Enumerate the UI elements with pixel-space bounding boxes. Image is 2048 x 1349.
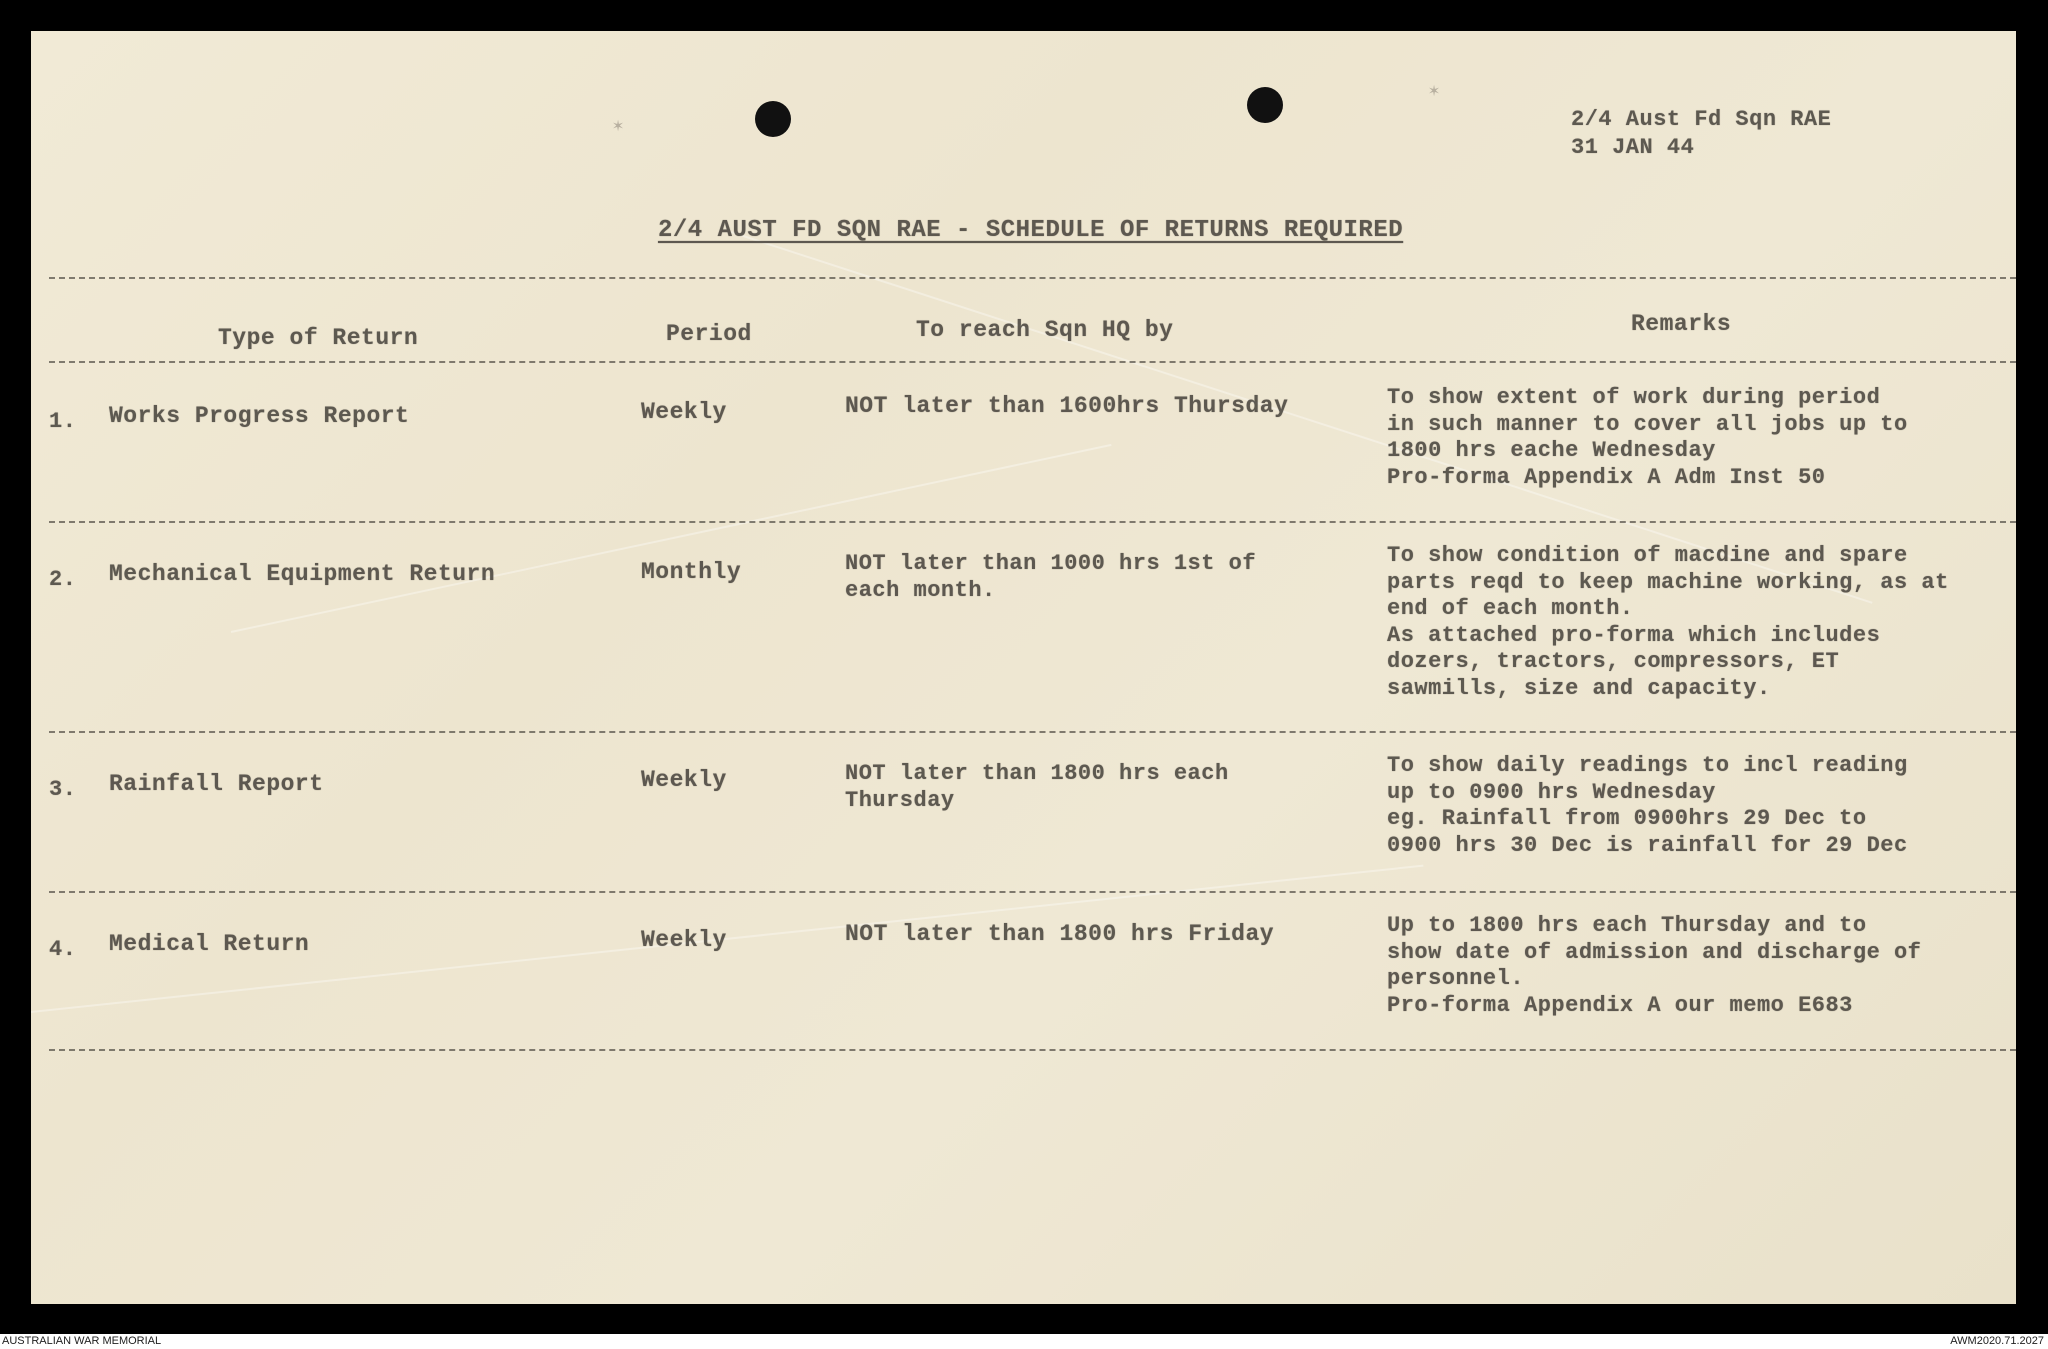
document-title: 2/4 AUST FD SQN RAE - SCHEDULE OF RETURNS REQUIRED: [658, 217, 1404, 244]
return-type: Mechanical Equipment Return: [109, 561, 496, 587]
punch-hole-left: [755, 101, 791, 137]
row-number: 3.: [49, 777, 77, 802]
column-header-reach: To reach Sqn HQ by: [916, 317, 1174, 343]
return-deadline: NOT later than 1800 hrs Friday: [845, 921, 1275, 947]
pin-mark: ✶: [1428, 82, 1440, 102]
column-header-period: Period: [666, 321, 752, 347]
table-rule: [49, 277, 2016, 279]
archive-accession-number: AWM2020.71.2027: [1950, 1335, 2044, 1347]
paper-crease: [231, 444, 1112, 633]
pin-mark: ✶: [612, 117, 624, 137]
return-deadline: NOT later than 1600hrs Thursday: [845, 393, 1289, 419]
return-period: Weekly: [641, 767, 727, 793]
return-type: Rainfall Report: [109, 771, 324, 797]
return-deadline: NOT later than 1800 hrs each Thursday: [845, 761, 1229, 813]
return-remarks: Up to 1800 hrs each Thursday and to show date of admission and discharge of personnel. Pro-forma Appendix A our memo E683: [1387, 913, 1922, 1018]
return-period: Monthly: [641, 559, 742, 585]
column-header-type: Type of Return: [218, 325, 419, 351]
return-remarks: To show daily readings to incl reading up to 0900 hrs Wednesday eg. Rainfall from 0900hrs 29 Dec to 0900 hrs 30 Dec is rainfall for 29 Dec: [1387, 753, 1908, 858]
punch-hole-right: [1247, 87, 1283, 123]
document-sheet: [31, 31, 2016, 1304]
archive-footer: [0, 1334, 2048, 1349]
return-deadline: NOT later than 1000 hrs 1st of each month.: [845, 551, 1257, 603]
return-type: Works Progress Report: [109, 403, 410, 429]
row-number: 1.: [49, 409, 77, 434]
table-rule: [49, 1049, 2016, 1051]
table-rule: [49, 731, 2016, 733]
return-remarks: To show extent of work during period in such manner to cover all jobs up to 1800 hrs eache Wednesday Pro-forma Appendix A Adm Inst 50: [1387, 385, 1908, 490]
unit-reference: [1571, 106, 1831, 162]
archive-credit: AUSTRALIAN WAR MEMORIAL: [2, 1335, 162, 1347]
unit-name: 2/4 Aust Fd Sqn RAE: [1571, 107, 1832, 132]
row-number: 2.: [49, 567, 77, 592]
return-period: Weekly: [641, 399, 727, 425]
row-number: 4.: [49, 937, 77, 962]
table-rule: [49, 521, 2016, 523]
table-rule: [49, 891, 2016, 893]
return-period: Weekly: [641, 927, 727, 953]
table-rule: [49, 361, 2016, 363]
return-type: Medical Return: [109, 931, 310, 957]
document-date: 31 JAN 44: [1571, 135, 1695, 160]
column-header-remarks: Remarks: [1631, 311, 1732, 337]
return-remarks: To show condition of macdine and spare parts reqd to keep machine working, as at end of each month. As attached pro-forma which includes dozers, tractors, compressors, ET sawmills, size and capacity.: [1387, 543, 1949, 701]
